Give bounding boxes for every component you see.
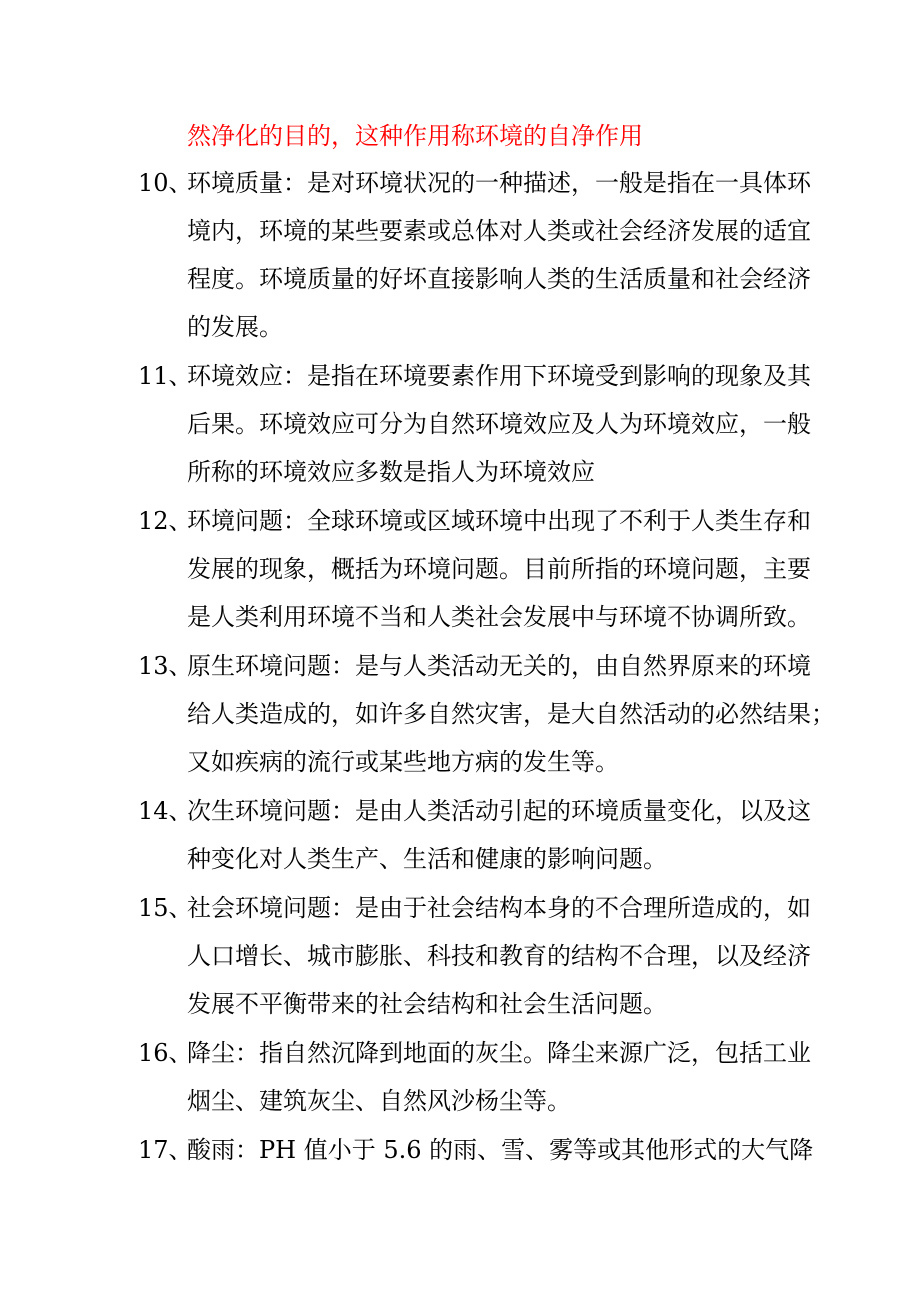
entry-number: 10、: [138, 169, 193, 197]
entry-line: 原生环境问题：是与人类活动无关的，由自然界原来的环境: [187, 652, 811, 680]
entry-number: 13、: [138, 652, 193, 680]
entry-number: 11、: [138, 362, 193, 390]
entry-line: 发展不平衡带来的社会结构和社会生活问题。: [187, 990, 667, 1018]
entry-line: 所称的环境效应多数是指人为环境效应: [187, 458, 595, 486]
entry-line: 是人类利用环境不当和人类社会发展中与环境不协调所致。: [187, 603, 811, 631]
entry-line: 境内，环境的某些要素或总体对人类或社会经济发展的适宜: [187, 217, 811, 245]
entry-line: 的发展。: [187, 313, 283, 341]
entry-line: 后果。环境效应可分为自然环境效应及人为环境效应，一般: [187, 410, 811, 438]
entry-line: 程度。环境质量的好坏直接影响人类的生活质量和社会经济: [187, 265, 811, 293]
entry-number: 15、: [138, 894, 193, 922]
entry-line: 又如疾病的流行或某些地方病的发生等。: [187, 748, 619, 776]
entry-line: 环境效应：是指在环境要素作用下环境受到影响的现象及其: [187, 362, 811, 390]
entry-number: 16、: [138, 1039, 193, 1067]
entry-line: 环境质量：是对环境状况的一种描述，一般是指在一具体环: [187, 169, 811, 197]
entry-line: 社会环境问题：是由于社会结构本身的不合理所造成的，如: [187, 894, 811, 922]
entry-line: 酸雨：PH 值小于 5.6 的雨、雪、雾等或其他形式的大气降: [187, 1136, 814, 1164]
continuation-line: 然净化的目的，这种作用称环境的自净作用: [187, 122, 643, 150]
entry-number: 14、: [138, 797, 193, 825]
entry-line: 环境问题：全球环境或区域环境中出现了不利于人类生存和: [187, 507, 811, 535]
entry-number: 17、: [138, 1136, 193, 1164]
entry-number: 12、: [138, 507, 193, 535]
entry-line: 种变化对人类生产、生活和健康的影响问题。: [187, 845, 667, 873]
entry-line: 烟尘、建筑灰尘、自然风沙杨尘等。: [187, 1087, 571, 1115]
entry-line: 次生环境问题：是由人类活动引起的环境质量变化，以及这: [187, 797, 811, 825]
entry-line: 降尘：指自然沉降到地面的灰尘。降尘来源广泛，包括工业: [187, 1039, 811, 1067]
entry-line: 给人类造成的，如许多自然灾害，是大自然活动的必然结果；: [187, 700, 835, 728]
entry-line: 发展的现象，概括为环境问题。目前所指的环境问题，主要: [187, 555, 811, 583]
entry-line: 人口增长、城市膨胀、科技和教育的结构不合理，以及经济: [187, 942, 811, 970]
